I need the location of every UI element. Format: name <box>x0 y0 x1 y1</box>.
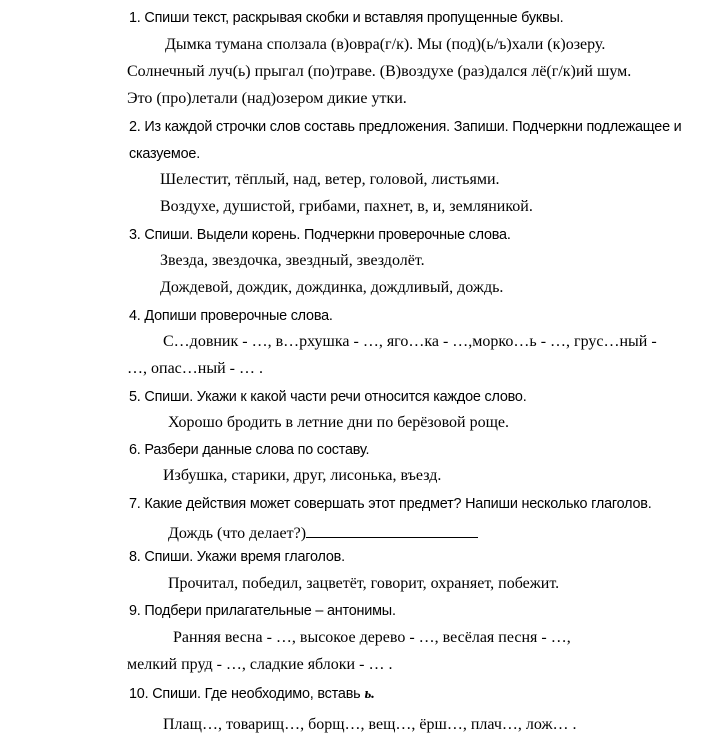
task-6-line-1: Избушка, старики, друг, лисонька, въезд. <box>163 467 442 484</box>
task-9-line-2: мелкий пруд - …, сладкие яблоки - … . <box>127 656 393 673</box>
task-3-line-1: Звезда, звездочка, звездный, звездолёт. <box>160 252 425 269</box>
task-9-heading: 9. Подбери прилагательные – антонимы. <box>129 603 396 619</box>
task-1-line-2: Солнечный луч(ь) прыгал (по)траве. (В)воздухе (раз)дался лё(г/к)ий шум. <box>127 63 632 80</box>
task-5-line-1: Хорошо бродить в летние дни по берёзовой роще. <box>168 414 510 431</box>
task-1-line-3: Это (про)летали (над)озером дикие утки. <box>127 90 407 107</box>
task-8-line-1: Прочитал, победил, зацветёт, говорит, охраняет, побежит. <box>168 575 560 592</box>
task-10-heading <box>129 687 375 702</box>
task-6-heading: 6. Разбери данные слова по составу. <box>129 442 370 458</box>
task-7-prompt: Дождь (что делает?) <box>168 525 307 542</box>
task-4-heading: 4. Допиши проверочные слова. <box>129 308 333 324</box>
task-2-line-2: Воздухе, душистой, грибами, пахнет, в, и, земляникой. <box>160 198 533 215</box>
task-1-heading: 1. Спиши текст, раскрывая скобки и вставляя пропущенные буквы. <box>129 10 564 26</box>
soft-sign-letter: ь. <box>364 686 375 702</box>
task-1-line-1: Дымка тумана сползала (в)овра(г/к). Мы (под)(ь/ъ)хали (к)озеру. <box>165 36 606 53</box>
task-3-line-2: Дождевой, дождик, дождинка, дождливый, дождь. <box>160 279 504 296</box>
task-7-heading: 7. Какие действия может совершать этот предмет? Напиши несколько глаголов. <box>129 496 652 512</box>
task-4-line-1: С…довник - …, в…рхушка - …, яго…ка - …,морко…ь - …, грус…ный - <box>163 333 657 350</box>
task-2-line-1: Шелестит, тёплый, над, ветер, головой, листьями. <box>160 171 500 188</box>
task-2-heading-cont: сказуемое. <box>129 146 201 162</box>
task-3-heading: 3. Спиши. Выдели корень. Подчеркни проверочные слова. <box>129 227 511 243</box>
task-10-line-1: Плащ…, товарищ…, борщ…, вещ…, ёрш…, плач…, лож… . <box>163 716 577 733</box>
task-5-heading: 5. Спиши. Укажи к какой части речи относится каждое слово. <box>129 389 527 405</box>
task-8-heading: 8. Спиши. Укажи время глаголов. <box>129 549 345 565</box>
task-2-heading: 2. Из каждой строчки слов составь предложения. Запиши. Подчеркни подлежащее и <box>129 119 682 135</box>
task-7-line-1 <box>168 522 478 542</box>
answer-blank[interactable] <box>306 522 478 538</box>
task-9-line-1: Ранняя весна - …, высокое дерево - …, весёлая песня - …, <box>173 629 571 646</box>
task-10-heading-text: 10. Спиши. Где необходимо, вставь <box>129 686 361 702</box>
task-4-line-2: …, опас…ный - … . <box>127 360 263 377</box>
